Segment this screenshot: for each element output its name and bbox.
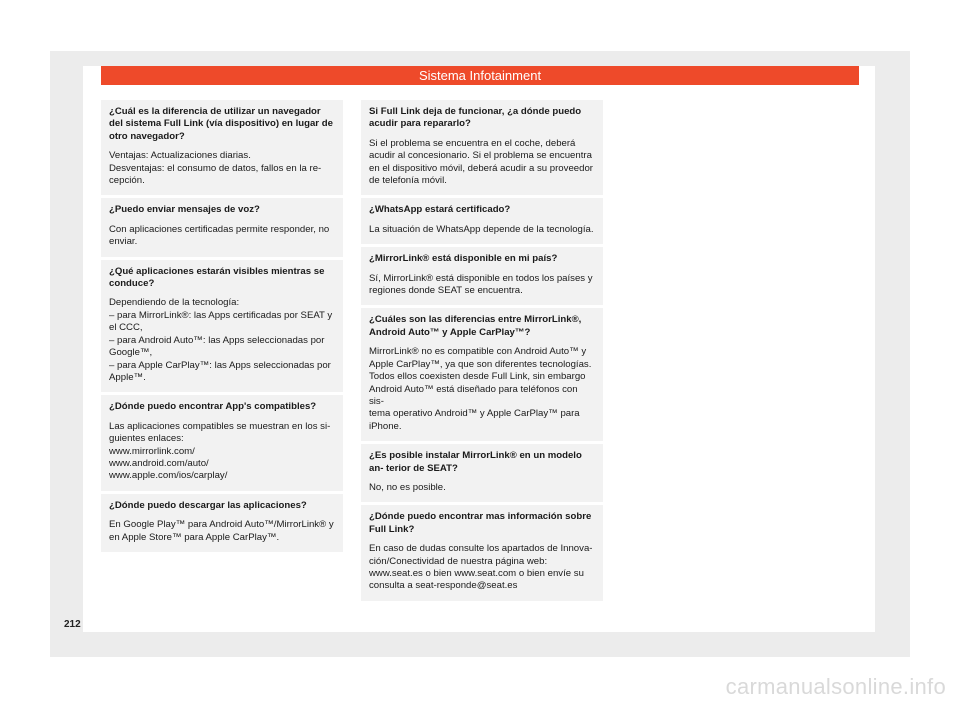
qa-block xyxy=(101,494,343,552)
answer: Las aplicaciones compatibles se muestran en los si- guientes enlaces: www.mirrorlink.com/ www.android.com/auto/ www.apple.com/ios/carplay/ xyxy=(109,420,331,482)
answer: En Google Play™ para Android Auto™/MirrorLink® y en Apple Store™ para Apple CarPlay™. xyxy=(109,519,334,543)
question: ¿Qué aplicaciones estarán visibles mientras se conduce? xyxy=(109,265,325,290)
answer: No, no es posible. xyxy=(369,481,446,493)
question: ¿Es posible instalar MirrorLink® en un modelo an- terior de SEAT? xyxy=(369,450,582,474)
question: ¿Puedo enviar mensajes de voz? xyxy=(109,204,260,216)
answer: Dependiendo de la tecnología: – para MirrorLink®: las Apps certificadas por SEAT y el CCC, – para Android Auto™: las Apps seleccionadas por Google™, – para Apple CarPlay™: las Apps seleccionadas por Apple™. xyxy=(109,297,333,383)
answer: Sí, MirrorLink® está disponible en todos los países y regiones donde SEAT se encuentra. xyxy=(369,272,593,297)
right-column xyxy=(361,100,603,604)
answer: Con aplicaciones certificadas permite responder, no enviar. xyxy=(109,223,330,248)
answer: Si el problema se encuentra en el coche, deberá acudir al concesionario. Si el problema se encuentra en el dispositivo móvil, deberá acudir a su proveedor de telefonía móvil. xyxy=(369,137,593,187)
qa-block xyxy=(361,100,603,195)
left-column xyxy=(101,100,343,555)
qa-block xyxy=(361,247,603,305)
answer: La situación de WhatsApp depende de la tecnología. xyxy=(369,223,594,235)
answer: Ventajas: Actualizaciones diarias. Desventajas: el consumo de datos, fallos en la re- cepción. xyxy=(109,150,322,187)
question: ¿WhatsApp estará certificado? xyxy=(369,204,511,216)
qa-block xyxy=(101,198,343,256)
question: ¿Cuáles son las diferencias entre MirrorLink®, Android Auto™ y Apple CarPlay™? xyxy=(369,314,582,338)
question: ¿Dónde puedo encontrar App's compatibles? xyxy=(109,401,317,413)
question: ¿Cuál es la diferencia de utilizar un navegador del sistema Full Link (vía dispositivo) en lugar de otro navegador? xyxy=(109,106,333,142)
qa-block xyxy=(361,505,603,600)
question: ¿Dónde puedo encontrar mas información sobre Full Link? xyxy=(369,511,592,535)
qa-block xyxy=(101,100,343,195)
qa-block xyxy=(101,260,343,393)
section-header: Sistema Infotainment xyxy=(101,66,859,85)
question: Si Full Link deja de funcionar, ¿a dónde puedo acudir para repararlo? xyxy=(369,106,582,130)
answer: En caso de dudas consulte los apartados de Innova- ción/Conectividad de nuestra página web: www.seat.es o bien www.seat.com o bien envíe su consulta a seat-responde@seat.es xyxy=(369,543,593,592)
qa-block xyxy=(361,444,603,502)
qa-block xyxy=(101,395,343,490)
answer: MirrorLink® no es compatible con Android Auto™ y Apple CarPlay™, ya que son diferentes tecnologías. Todos ellos coexisten desde Full Link, sin embargo Android Auto™ está diseñado para teléfonos con sis- tema operativo Android™ y Apple CarPlay™ para iPhone. xyxy=(369,346,592,432)
question: ¿Dónde puedo descargar las aplicaciones? xyxy=(109,499,307,511)
page-number: 212 xyxy=(64,619,81,630)
question: ¿MirrorLink® está disponible en mi país? xyxy=(369,253,558,265)
watermark: carmanualsonline.info xyxy=(725,674,946,699)
qa-block xyxy=(361,308,603,441)
qa-block xyxy=(361,198,603,244)
